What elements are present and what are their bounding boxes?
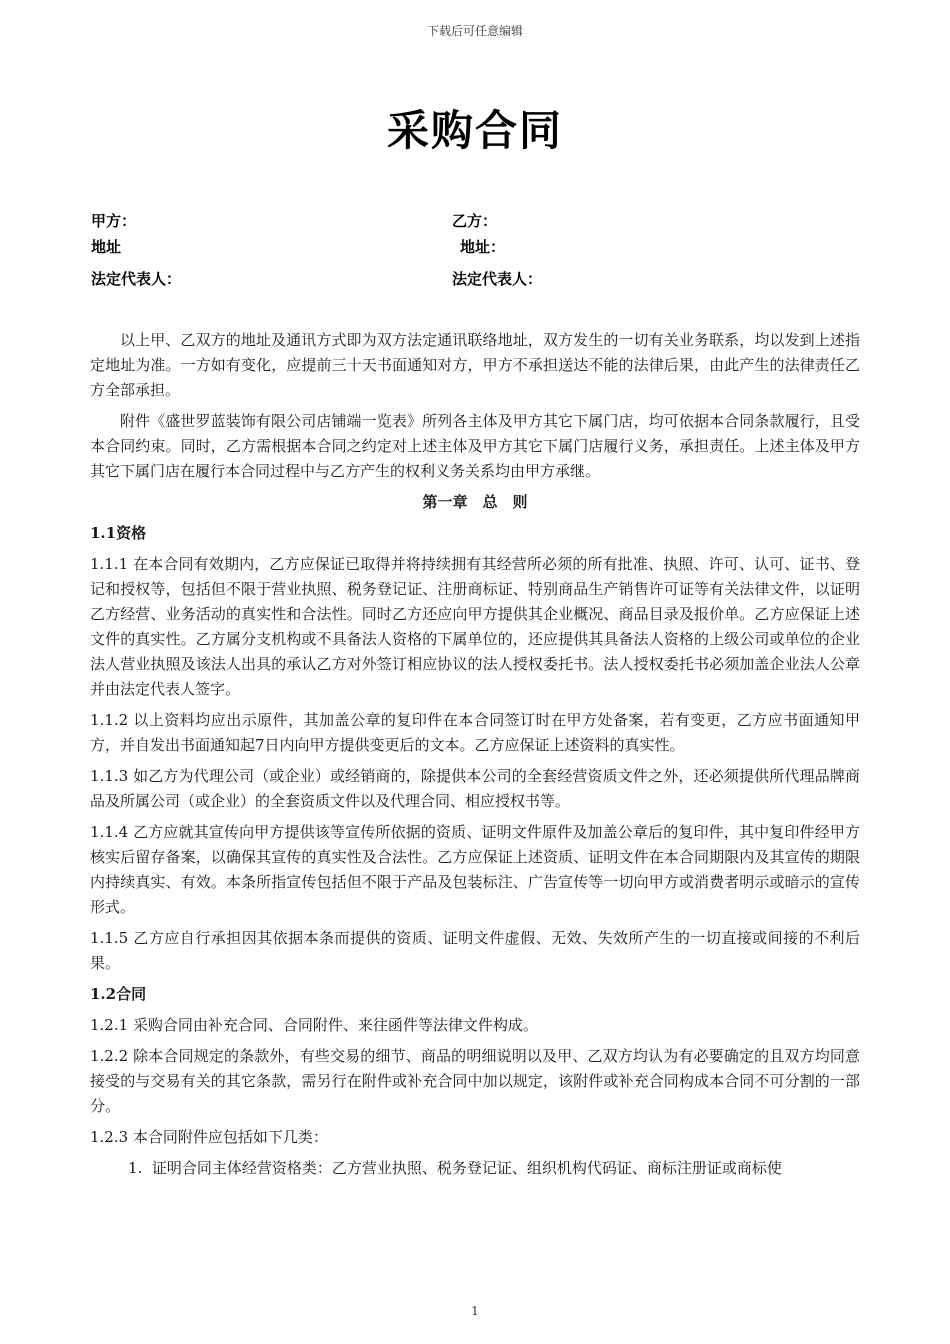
section-heading-qualification: 1.1资格: [90, 524, 147, 542]
intro-paragraph: 附件《盛世罗蓝装饰有限公司店铺端一览表》所列各主体及甲方其它下属门店，均可依据本合同条款履行，且受本合同约束。同时，乙方需根据本合同之约定对上述主体及甲方其它下属门店履行义务，承担责任。上述主体及甲方其它下属门店在履行本合同过程中与乙方产生的权利义务关系均由甲方承继。: [90, 412, 860, 480]
contract-body: [90, 328, 860, 1187]
intro-paragraph: 以上甲、乙双方的地址及通讯方式即为双方法定通讯联络地址，双方发生的一切有关业务联系，均以发到上述指定地址为准。一方如有变化，应提前三十天书面通知对方，甲方不承担送达不能的法律后果，由此产生的法律责任乙方全部承担。: [90, 331, 860, 399]
clause-1-1-5: 1.1.5 乙方应自行承担因其依据本条而提供的资质、证明文件虚假、无效、失效所产生的一切直接或间接的不利后果。: [90, 929, 860, 972]
clause-1-1-2: 1.1.2 以上资料均应出示原件，其加盖公章的复印件在本合同签订时在甲方处备案，若有变更，乙方应书面通知甲方，并自发出书面通知起7日内向甲方提供变更后的文本。乙方应保证上述资料的真实性。: [90, 711, 860, 754]
section-heading-contract: 1.2合同: [90, 985, 147, 1003]
clause-1-2-2: 1.2.2 除本合同规定的条款外，有些交易的细节、商品的明细说明以及甲、乙双方均认为有必要确定的且双方均同意接受的与交易有关的其它条款，需另行在附件或补充合同中加以规定，该附件或补充合同构成本合同不可分割的一部分。: [90, 1047, 860, 1115]
page-number: 1: [471, 1304, 479, 1318]
party-b-label: 乙方：: [452, 212, 498, 230]
document-title: 采购合同: [386, 106, 563, 155]
attachment-list-item: 1. 证明合同主体经营资格类：乙方营业执照、税务登记证、组织机构代码证、商标注册证或商标使: [128, 1159, 782, 1177]
clause-1-1-4: 1.1.4 乙方应就其宣传向甲方提供该等宣传所依据的资质、证明文件原件及加盖公章后的复印件，其中复印件经甲方核实后留存备案，以确保其宣传的真实性及合法性。乙方应保证上述资质、证明文件在本合同期限内及其宣传的期限内持续真实、有效。本条所指宣传包括但不限于产品及包装标注、广告宣传等一切向甲方或消费者明示或暗示的宣传形式。: [90, 823, 860, 916]
chapter-heading: 第一章 总 则: [422, 493, 528, 511]
party-b-representative-label: 法定代表人：: [452, 270, 543, 288]
clause-1-1-1: 1.1.1 在本合同有效期内，乙方应保证已取得并将持续拥有其经营所必须的所有批准、执照、许可、认可、证书、登记和授权等，包括但不限于营业执照、税务登记证、注册商标证、特别商品生产销售许可证等有关法律文件，以证明乙方经营、业务活动的真实性和合法性。同时乙方还应向甲方提供其企业概况、商品目录及报价单。乙方应保证上述文件的真实性。乙方属分支机构或不具备法人资格的下属单位的，还应提供其具备法人资格的上级公司或单位的企业法人营业执照及该法人出具的承认乙方对外签订相应协议的法人授权委托书。法人授权委托书必须加盖企业法人公章并由法定代表人签字。: [90, 555, 860, 698]
party-a-address-label: 地址: [91, 238, 122, 256]
party-a-representative-label: 法定代表人：: [91, 270, 182, 288]
party-b-address-label: 地址：: [460, 238, 506, 256]
header-note: 下载后可任意编辑: [426, 24, 523, 38]
clause-1-1-3: 1.1.3 如乙方为代理公司（或企业）或经销商的，除提供本公司的全套经营资质文件之外，还必须提供所代理品牌商品及所属公司（或企业）的全套资质文件以及代理合同、相应授权书等。: [90, 767, 860, 810]
party-a-label: 甲方：: [91, 212, 137, 230]
clause-1-2-3: 1.2.3 本合同附件应包括如下几类：: [90, 1128, 328, 1146]
clause-1-2-1: 1.2.1 采购合同由补充合同、合同附件、来往函件等法律文件构成。: [90, 1016, 538, 1034]
